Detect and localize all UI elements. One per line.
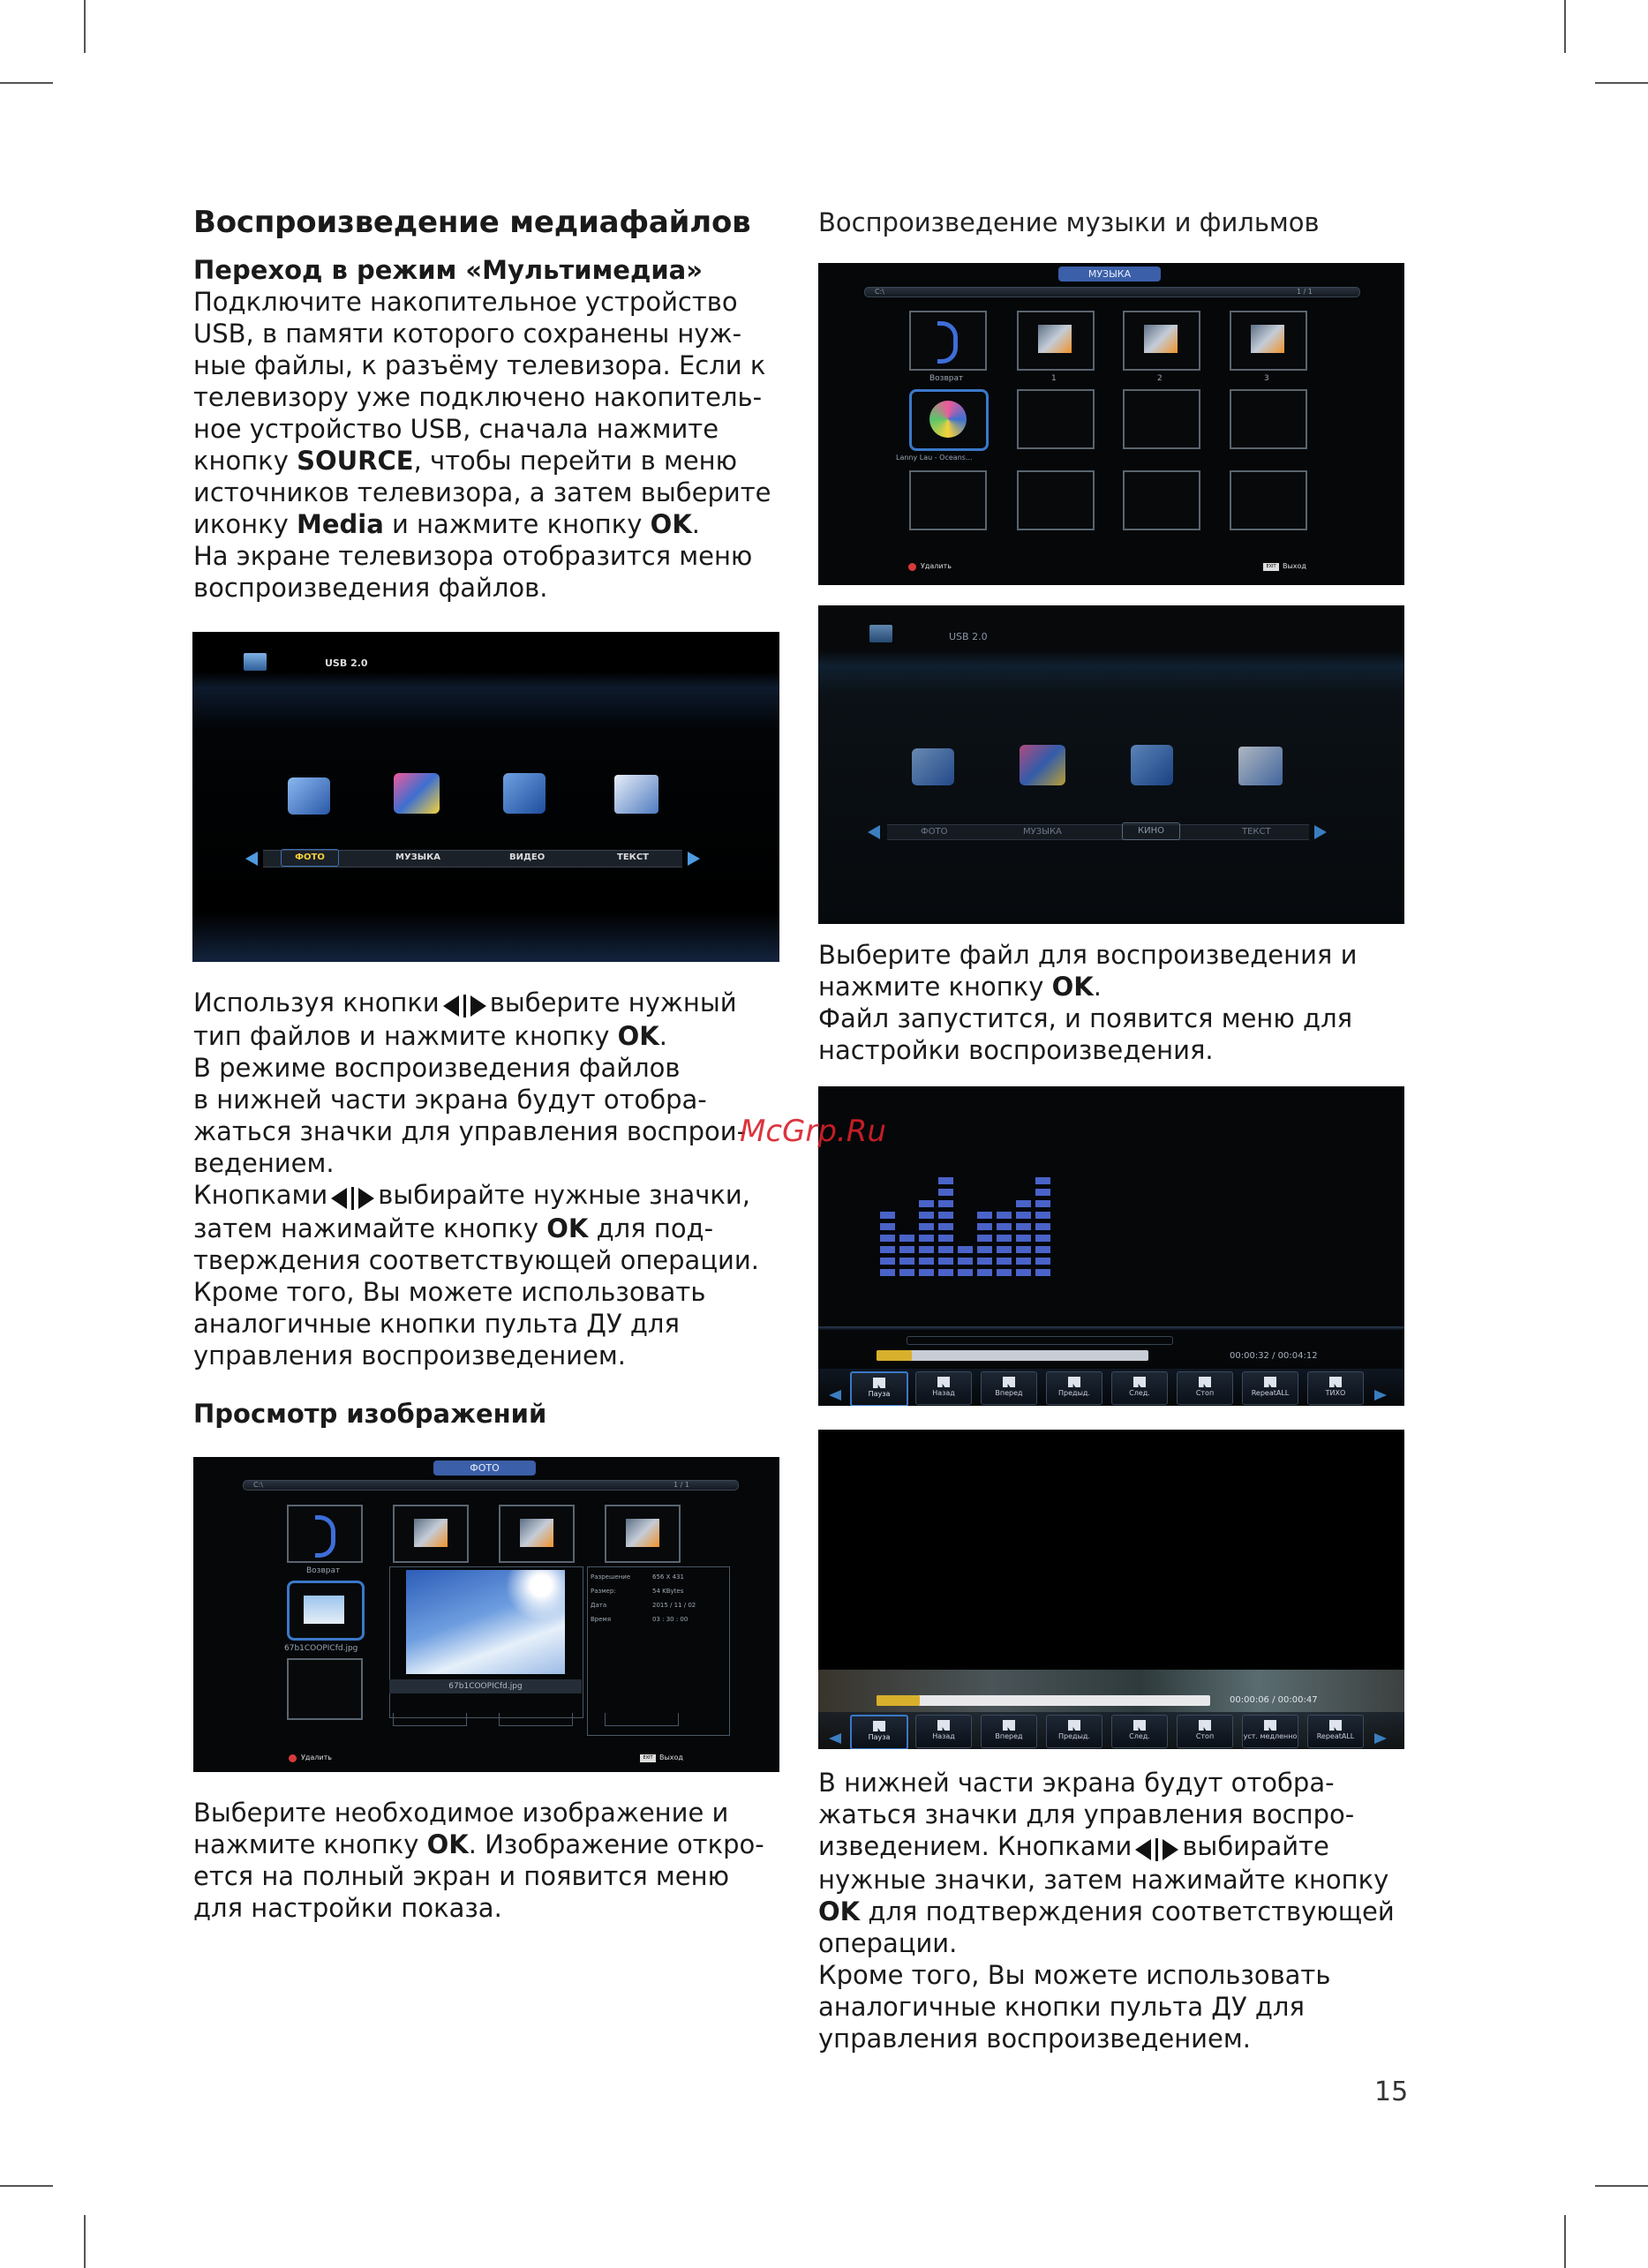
text-line: в нижней части экрана будут отобра-	[193, 1085, 707, 1115]
tab-text[interactable]: ТЕКСТ	[1242, 827, 1271, 837]
equalizer-block	[1016, 1223, 1031, 1230]
equalizer-block	[1035, 1258, 1050, 1265]
music-browser-screenshot	[818, 263, 1404, 585]
control-label: Предыд.	[1058, 1732, 1090, 1740]
equalizer-block	[1016, 1269, 1031, 1276]
player-control-button[interactable]	[1307, 1715, 1364, 1748]
equalizer-block	[997, 1269, 1012, 1276]
video-icon	[503, 773, 546, 814]
equalizer-block	[977, 1223, 992, 1230]
section-subtitle: Переход в режим «Мультимедиа»	[193, 255, 703, 285]
equalizer-block	[1035, 1246, 1050, 1253]
text-line: изведением. Кнопками выбирайте	[818, 1830, 1418, 1864]
exit-label: Выход	[659, 1754, 683, 1761]
arrow-left-icon[interactable]	[245, 852, 258, 866]
crop-mark	[1564, 2215, 1566, 2268]
left-column	[193, 203, 785, 604]
equalizer-block	[880, 1269, 895, 1276]
back-label: Возврат	[306, 1566, 341, 1575]
exit-key: EXIT	[1263, 563, 1279, 571]
control-icon	[1003, 1377, 1015, 1387]
player-control-button[interactable]	[981, 1371, 1037, 1405]
progress-fill	[877, 1695, 920, 1706]
equalizer-block	[1035, 1223, 1050, 1230]
tab-photo[interactable]: ФОТО	[281, 849, 339, 867]
text-line: На экране телевизора отобразится меню	[193, 541, 753, 571]
equalizer-block	[880, 1223, 895, 1230]
image-file-cell[interactable]	[287, 1581, 365, 1641]
control-icon	[873, 1378, 885, 1388]
text-line: нажмите кнопку OK.	[818, 972, 1102, 1002]
music-movies-heading: Воспроизведение музыки и фильмов	[818, 207, 1320, 237]
info-value: 2015 / 11 / 02	[652, 1602, 696, 1609]
title-slot	[907, 1336, 1173, 1345]
equalizer-block	[1016, 1200, 1031, 1207]
progress-track	[877, 1695, 1210, 1706]
audio-player-screenshot	[818, 1086, 1404, 1406]
text-line: затем нажимайте кнопку OK для под-	[193, 1213, 714, 1243]
control-icon	[1068, 1377, 1080, 1387]
watermark: McGrp.Ru	[740, 1114, 886, 1149]
equalizer-block	[919, 1269, 934, 1276]
text-line: В нижней части экрана будут отобра-	[818, 1768, 1335, 1798]
red-button-icon	[908, 563, 916, 571]
control-label: Пауза	[868, 1390, 891, 1398]
player-control-button[interactable]	[1177, 1715, 1233, 1748]
text-line: USB, в памяти которого сохранены нуж-	[193, 319, 742, 349]
equalizer-block	[880, 1246, 895, 1253]
arrow-left-icon[interactable]	[829, 1733, 841, 1744]
red-button-icon	[289, 1754, 297, 1762]
back-arrow-icon	[937, 321, 958, 364]
text-line: нужные значки, затем нажимайте кнопку	[818, 1865, 1389, 1895]
player-pause-button[interactable]	[850, 1371, 908, 1406]
right-outro	[818, 1767, 1418, 2054]
folder-icon	[520, 1519, 553, 1547]
path-bar	[864, 287, 1360, 297]
empty-cell[interactable]	[287, 1658, 363, 1720]
player-control-button[interactable]	[1177, 1371, 1233, 1405]
control-label: Вперед	[995, 1732, 1023, 1740]
player-control-button[interactable]	[915, 1715, 972, 1748]
text-line: Кроме того, Вы можете использовать	[193, 1277, 706, 1307]
text-line: тверждения соответствующей операции.	[193, 1245, 759, 1275]
text-line: настройки воспроизведения.	[818, 1035, 1214, 1065]
equalizer-block	[1035, 1189, 1050, 1196]
photo-header: ФОТО	[433, 1461, 536, 1476]
text-line: жаться значки для управления воспрои-	[193, 1116, 747, 1146]
equalizer-block	[1016, 1212, 1031, 1219]
left-instructions	[193, 987, 785, 1431]
equalizer-block	[880, 1235, 895, 1242]
path-text: C:\	[875, 288, 884, 296]
equalizer-block	[919, 1223, 934, 1230]
empty-slot	[499, 1713, 573, 1726]
empty-cell[interactable]	[909, 470, 987, 530]
text-line: воспроизведения файлов.	[193, 573, 548, 603]
back-cell[interactable]	[287, 1505, 363, 1563]
player-control-button[interactable]	[1242, 1715, 1298, 1748]
empty-cell[interactable]	[1017, 389, 1095, 449]
exit-label: Выход	[1283, 562, 1306, 570]
equalizer-block	[899, 1246, 914, 1253]
equalizer-block	[958, 1246, 973, 1253]
text-line: кнопку SOURCE, чтобы перейти в меню	[193, 446, 738, 476]
photo-browser-screenshot	[193, 1457, 779, 1772]
equalizer-block	[1016, 1258, 1031, 1265]
control-icon	[1329, 1720, 1342, 1731]
usb-cinema-menu-screenshot	[818, 605, 1404, 924]
control-icon	[1003, 1720, 1015, 1731]
text-icon	[614, 775, 658, 814]
crop-mark	[84, 2215, 86, 2268]
left-outro	[193, 1797, 785, 1924]
crop-mark	[84, 0, 86, 53]
page-title: Воспроизведение медиафайлов	[193, 205, 751, 240]
equalizer-block	[938, 1246, 953, 1253]
text-line: Подключите накопительное устройство	[193, 287, 738, 317]
progress-fill	[877, 1350, 912, 1361]
page-indicator: 1 / 1	[1297, 288, 1313, 296]
equalizer-block	[977, 1258, 992, 1265]
text-line: аналогичные кнопки пульта ДУ для	[818, 1992, 1305, 2022]
text-line: аналогичные кнопки пульта ДУ для	[193, 1309, 680, 1339]
control-label: RepeatALL	[1251, 1389, 1290, 1397]
folder-label: 1	[1051, 374, 1057, 383]
equalizer-block	[1035, 1269, 1050, 1276]
text-line: ное устройство USB, сначала нажмите	[193, 414, 719, 444]
time-display: 00:00:06 / 00:00:47	[1230, 1695, 1318, 1705]
equalizer-block	[938, 1177, 953, 1184]
equalizer	[880, 1139, 1074, 1280]
control-icon	[1329, 1377, 1342, 1387]
equalizer-block	[997, 1212, 1012, 1219]
player-divider	[818, 1326, 1404, 1330]
tab-music[interactable]: МУЗЫКА	[1023, 827, 1062, 837]
equalizer-block	[938, 1189, 953, 1196]
equalizer-block	[919, 1212, 934, 1219]
tab-photo[interactable]: ФОТО	[921, 827, 948, 837]
arrow-left-icon[interactable]	[868, 825, 880, 839]
text-line: жаться значки для управления воспро-	[818, 1799, 1355, 1829]
equalizer-block	[938, 1212, 953, 1219]
left-right-arrows-icon	[443, 988, 486, 1020]
folder-icon	[626, 1519, 659, 1547]
control-label: Пауза	[868, 1733, 891, 1741]
path-bar	[243, 1480, 739, 1491]
text-line: ется на полный экран и появится меню	[193, 1861, 729, 1891]
control-icon	[1264, 1720, 1276, 1731]
text-line: Используя кнопки выберите нужный	[193, 987, 785, 1020]
info-label: Дата	[591, 1602, 607, 1609]
control-label: Назад	[932, 1389, 955, 1397]
control-icon	[1133, 1377, 1146, 1387]
photo-icon	[912, 748, 954, 785]
usb-media-menu-screenshot	[192, 632, 779, 962]
equalizer-block	[938, 1235, 953, 1242]
equalizer-block	[1035, 1235, 1050, 1242]
intro-text	[193, 286, 785, 604]
text-line: нажмите кнопку OK. Изображение откро-	[193, 1829, 764, 1859]
player-control-button[interactable]	[1307, 1371, 1364, 1405]
empty-cell[interactable]	[1123, 470, 1200, 530]
folder-icon	[1038, 325, 1072, 353]
folder-cell[interactable]	[393, 1505, 469, 1563]
back-label: Возврат	[929, 374, 964, 383]
control-label: ТИХО	[1325, 1389, 1346, 1397]
delete-label: Удалить	[301, 1754, 332, 1761]
image-thumbnail	[304, 1596, 344, 1624]
page-number: 15	[1374, 2076, 1409, 2107]
equalizer-block	[1016, 1246, 1031, 1253]
player-control-button[interactable]	[1242, 1371, 1298, 1405]
info-value: 03 : 30 : 00	[652, 1616, 689, 1623]
image-file-name: 67b1COOPICfd.jpg	[284, 1644, 358, 1653]
equalizer-block	[958, 1269, 973, 1276]
equalizer-block	[977, 1212, 992, 1219]
control-icon	[1199, 1720, 1211, 1731]
info-label: Разрешение	[591, 1573, 631, 1581]
equalizer-block	[977, 1269, 992, 1276]
back-cell[interactable]	[909, 311, 987, 371]
folder-label: 3	[1264, 374, 1269, 383]
arrow-right-icon[interactable]	[1374, 1733, 1387, 1744]
control-label: Назад	[932, 1732, 955, 1740]
exit-key: EXIT	[640, 1754, 656, 1762]
left-right-arrows-icon	[331, 1181, 374, 1213]
music-file-name: Lanny Lau - Oceans...	[896, 454, 973, 462]
info-label: Время	[591, 1616, 612, 1623]
equalizer-block	[880, 1212, 895, 1219]
text-line: Кнопками выбирайте нужные значки,	[193, 1179, 785, 1213]
equalizer-block	[1035, 1177, 1050, 1184]
text-line: ведением.	[193, 1148, 335, 1178]
player-control-button[interactable]	[1046, 1371, 1102, 1405]
equalizer-block	[899, 1269, 914, 1276]
tab-music[interactable]: МУЗЫКА	[395, 852, 441, 862]
text-line: телевизору уже подключено накопитель-	[193, 382, 763, 412]
back-arrow-icon	[315, 1515, 335, 1558]
folder-icon	[1251, 325, 1284, 353]
control-label: уст. медленно	[1243, 1732, 1298, 1740]
images-heading: Просмотр изображений	[193, 1399, 547, 1429]
arrow-left-icon[interactable]	[829, 1390, 841, 1401]
control-label: Стоп	[1195, 1389, 1215, 1397]
text-line: для настройки показа.	[193, 1893, 502, 1923]
player-control-button[interactable]	[1111, 1715, 1168, 1748]
control-icon	[1199, 1377, 1211, 1387]
left-right-arrows-icon	[1135, 1832, 1178, 1864]
folder-icon	[414, 1519, 448, 1547]
text-line: В режиме воспроизведения файлов	[193, 1053, 681, 1083]
control-icon	[1133, 1720, 1146, 1731]
empty-slot	[605, 1713, 679, 1726]
delete-label: Удалить	[921, 562, 952, 570]
crop-mark	[1595, 2185, 1648, 2187]
control-label: Стоп	[1195, 1732, 1215, 1740]
arrow-right-icon[interactable]	[1314, 825, 1327, 839]
equalizer-block	[919, 1258, 934, 1265]
video-player-screenshot	[818, 1430, 1404, 1749]
usb-title: USB 2.0	[325, 657, 368, 669]
info-label: Размер:	[591, 1588, 616, 1595]
time-display: 00:00:32 / 00:04:12	[1230, 1351, 1318, 1361]
page-indicator: 1 / 1	[673, 1481, 689, 1489]
control-icon	[1068, 1720, 1080, 1731]
crop-mark	[0, 82, 53, 84]
folder-cell[interactable]	[1230, 311, 1307, 371]
empty-cell[interactable]	[1123, 389, 1200, 449]
equalizer-block	[997, 1235, 1012, 1242]
equalizer-block	[938, 1258, 953, 1265]
equalizer-block	[977, 1246, 992, 1253]
crop-mark	[0, 2185, 53, 2187]
equalizer-block	[919, 1235, 934, 1242]
empty-cell[interactable]	[1230, 470, 1307, 530]
player-control-button[interactable]	[915, 1371, 972, 1405]
equalizer-block	[938, 1269, 953, 1276]
control-label: Предыд.	[1058, 1389, 1090, 1397]
right-instructions	[818, 939, 1410, 1066]
player-control-button[interactable]	[1111, 1371, 1168, 1405]
equalizer-block	[899, 1235, 914, 1242]
text-line: OK для подтверждения соответствующей	[818, 1896, 1395, 1926]
equalizer-block	[938, 1200, 953, 1207]
progress-track	[877, 1350, 1148, 1361]
music-icon	[394, 773, 440, 814]
crop-mark	[1595, 82, 1648, 84]
control-icon	[937, 1377, 950, 1387]
text-line: Кроме того, Вы можете использовать	[818, 1960, 1331, 1990]
disc-icon	[929, 401, 967, 438]
text-line: ные файлы, к разъёму телевизора. Если к	[193, 350, 766, 380]
equalizer-block	[938, 1223, 953, 1230]
folder-cell[interactable]	[499, 1505, 575, 1563]
empty-slot	[393, 1713, 467, 1726]
player-control-button[interactable]	[1046, 1715, 1102, 1748]
info-value: 54 KBytes	[652, 1588, 684, 1595]
player-pause-button[interactable]	[850, 1715, 908, 1749]
music-file-cell[interactable]	[909, 389, 989, 451]
control-label: RepeatALL	[1316, 1732, 1355, 1740]
text-line: управления воспроизведением.	[193, 1341, 626, 1371]
text-line: тип файлов и нажмите кнопку OK.	[193, 1021, 667, 1051]
tab-cinema[interactable]: КИНО	[1122, 822, 1180, 840]
text-line: Файл запустится, и появится меню для	[818, 1003, 1353, 1033]
text-icon	[1238, 747, 1283, 785]
usb-icon	[244, 653, 267, 671]
photo-icon	[288, 777, 330, 815]
usb-title: USB 2.0	[949, 631, 988, 642]
usb-icon	[869, 625, 892, 642]
tab-video[interactable]: ВИДЕО	[509, 852, 546, 862]
equalizer-block	[1035, 1200, 1050, 1207]
info-value: 656 X 431	[652, 1573, 684, 1581]
folder-label: 2	[1157, 374, 1163, 383]
equalizer-block	[997, 1258, 1012, 1265]
equalizer-block	[1035, 1212, 1050, 1219]
folder-icon	[1144, 325, 1178, 353]
player-control-button[interactable]	[981, 1715, 1037, 1748]
music-header: МУЗЫКА	[1058, 267, 1161, 282]
control-label: След.	[1129, 1389, 1150, 1397]
text-line: управления воспроизведением.	[818, 2024, 1251, 2054]
text-line: иконку Media и нажмите кнопку OK.	[193, 509, 701, 539]
path-text: C:\	[253, 1481, 263, 1489]
equalizer-block	[919, 1246, 934, 1253]
equalizer-block	[919, 1200, 934, 1207]
text-line: источников телевизора, а затем выберите	[193, 477, 771, 507]
empty-cell[interactable]	[1230, 389, 1307, 449]
music-icon	[1020, 745, 1065, 785]
control-label: След.	[1129, 1732, 1150, 1740]
folder-cell[interactable]	[1017, 311, 1095, 371]
text-line: операции.	[818, 1928, 958, 1958]
preview-image	[406, 1570, 565, 1674]
control-icon	[873, 1721, 885, 1731]
equalizer-block	[899, 1258, 914, 1265]
preview-caption: 67b1COOPICfd.jpg	[389, 1679, 582, 1693]
equalizer-block	[1016, 1235, 1031, 1242]
crop-mark	[1564, 0, 1566, 53]
folder-cell[interactable]	[605, 1505, 681, 1563]
control-icon	[1264, 1377, 1276, 1387]
arrow-right-icon[interactable]	[1374, 1390, 1387, 1401]
equalizer-block	[997, 1246, 1012, 1253]
arrow-right-icon[interactable]	[688, 852, 700, 866]
empty-cell[interactable]	[1017, 470, 1095, 530]
tab-text[interactable]: ТЕКСТ	[617, 852, 649, 862]
equalizer-block	[997, 1223, 1012, 1230]
text-line: Выберите необходимое изображение и	[193, 1798, 729, 1828]
folder-cell[interactable]	[1123, 311, 1200, 371]
control-icon	[937, 1720, 950, 1731]
video-icon	[1131, 745, 1173, 785]
equalizer-block	[958, 1258, 973, 1265]
right-column	[818, 205, 1410, 240]
equalizer-block	[880, 1258, 895, 1265]
control-label: Вперед	[995, 1389, 1023, 1397]
text-line: Выберите файл для воспроизведения и	[818, 940, 1358, 970]
equalizer-block	[977, 1235, 992, 1242]
